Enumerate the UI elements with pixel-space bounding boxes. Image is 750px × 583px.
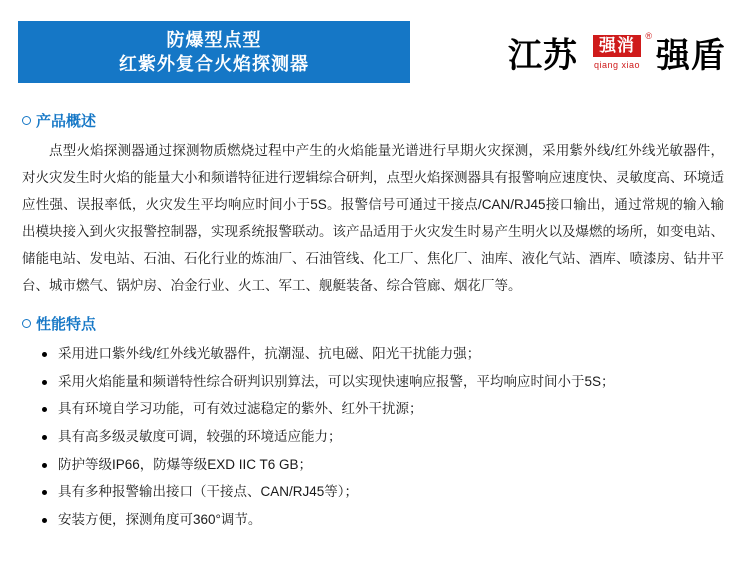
list-item: 具有高多级灵敏度可调，较强的环境适应能力； (40, 423, 728, 451)
page-header (0, 0, 750, 78)
registered-trademark-icon: ® (645, 30, 652, 41)
brand-lockup (508, 28, 732, 77)
page-content (0, 78, 750, 534)
ring-bullet-icon (22, 319, 31, 328)
section-heading-features (22, 313, 728, 334)
ring-bullet-icon (22, 116, 31, 125)
list-item: 防护等级IP66，防爆等级EXD IIC T6 GB； (40, 451, 728, 479)
logo-badge-text: 强消 (593, 35, 641, 57)
list-item: 采用进口紫外线/红外线光敏器件，抗潮湿、抗电磁、阳光干扰能力强； (40, 340, 728, 368)
logo-pinyin-text: qiang xiao (593, 59, 641, 70)
brand-text-left: 江苏 (508, 36, 578, 75)
list-item: 采用火焰能量和频谱特性综合研判识别算法，可以实现快速响应报警，平均响应时间小于5S； (40, 368, 728, 396)
title-line-2: 红紫外复合火焰探测器 (119, 54, 309, 74)
list-item: 具有环境自学习功能，可有效过滤稳定的紫外、红外干扰源； (40, 395, 728, 423)
section-heading-overview (22, 110, 728, 131)
brand-text-right: 强盾 (656, 36, 726, 75)
overview-paragraph: 点型火焰探测器通过探测物质燃烧过程中产生的火焰能量光谱进行早期火灾探测，采用紫外线/红外线光敏器件，对火灾发生时火焰的能量大小和频谱特征进行逻辑综合研判，点型火焰探测器具有报警响应速度快、灵敏度高、环境适应性强、误报率低，火灾发生平均响应时间小于5S。报警信号可通过干接点/CAN/RJ45接口输出，通过常规的输入输出模块接入到火灾报警控制器，实现系统报警联动。该产品适用于火灾发生时易产生明火以及爆燃的场所，如变电站、储能电站、发电站、石油、石化行业的炼油厂、石油管线、化工厂、焦化厂、油库、液化气站、酒库、喷漆房、钻井平台、城市燃气、锅炉房、冶金行业、火工、军工、舰艇装备、综合管廊、烟花厂等。 (22, 143, 724, 293)
company-logo-icon (586, 30, 652, 70)
list-item: 安装方便，探测角度可360°调节。 (40, 506, 728, 534)
section-title-overview: 产品概述 (36, 113, 97, 130)
feature-list (22, 340, 728, 534)
title-banner (18, 21, 410, 83)
title-line-1: 防爆型点型 (166, 29, 262, 50)
section-title-features: 性能特点 (36, 316, 97, 333)
list-item: 具有多种报警输出接口（干接点、CAN/RJ45等）； (40, 478, 728, 506)
